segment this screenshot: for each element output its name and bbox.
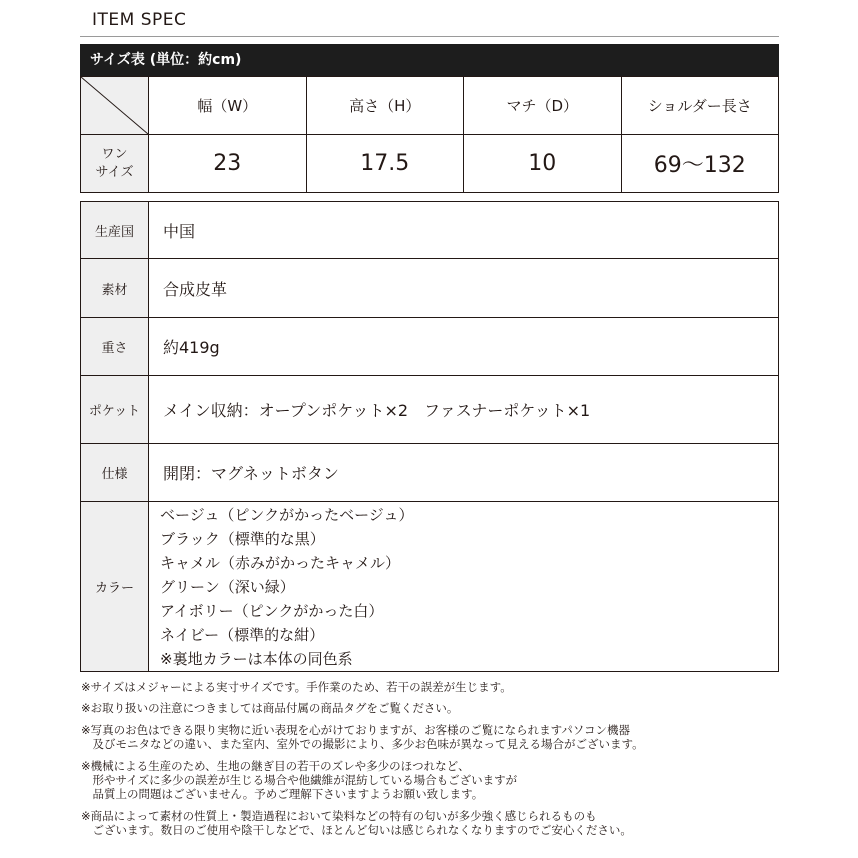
spec-label-spec: 仕様	[81, 444, 149, 502]
color-item: アイボリー（ピンクがかった白）	[160, 601, 384, 620]
diagonal-corner-cell	[81, 77, 149, 135]
spec-label-pocket: ポケット	[81, 376, 149, 444]
color-item: ベージュ（ピンクがかったベージュ）	[160, 505, 414, 524]
color-item: ネイビー（標準的な紺）	[160, 625, 325, 644]
spec-value-country: 中国	[149, 202, 779, 259]
color-lining-note: ※裏地カラーは本体の同色系	[160, 649, 353, 668]
size-table-header-row	[81, 77, 779, 135]
spec-value-weight: 約419g	[149, 318, 779, 376]
size-table-header: サイズ表 (単位：約cm)	[80, 44, 779, 76]
value-shoulder-length: 69〜132	[621, 135, 779, 193]
spec-row-weight	[81, 318, 779, 376]
spec-value-material: 合成皮革	[149, 259, 779, 318]
color-item: ブラック（標準的な黒）	[160, 529, 325, 548]
note-machine-production: ※機械による生産のため、生地の継ぎ目の若干のズレや多少のほつれなど、 形やサイズに多少の誤差が生じる場合や他繊維が混紡している場合もございますが 品質上の問題はございません。予めご理解下さいますようお願い致します。	[81, 759, 518, 801]
note-odor: ※商品によって素材の性質上・製造過程において染料などの特有の匂いが多少強く感じられるものも ございます。数日のご使用や陰干しなどで、ほとんど匂いは感じられなくなりますのでご安心ください。	[81, 809, 632, 837]
spec-row-pocket	[81, 376, 779, 444]
notes-section	[81, 680, 781, 845]
spec-row-colors	[81, 502, 779, 672]
column-depth: マチ（D）	[464, 77, 622, 135]
column-height: 高さ（H）	[306, 77, 464, 135]
column-shoulder-length: ショルダー長さ	[621, 77, 779, 135]
value-depth: 10	[464, 135, 622, 193]
row-label-line2: サイズ	[95, 164, 134, 180]
row-label-one-size	[81, 135, 149, 193]
spec-value-colors	[149, 502, 779, 672]
page-title: ITEM SPEC	[92, 10, 187, 30]
title-divider	[80, 36, 779, 37]
spec-row-spec	[81, 444, 779, 502]
spec-value-spec: 開閉：マグネットボタン	[149, 444, 779, 502]
size-table-value-row	[81, 135, 779, 193]
color-item: キャメル（赤みがかったキャメル）	[160, 553, 401, 572]
note-photo-color: ※写真のお色はできる限り実物に近い表現を心がけておりますが、お客様のご覧になられますパソコン機器 及びモニタなどの違い、また室内、室外での撮影により、多少お色味が異なって見える場合がございます。	[81, 723, 644, 751]
value-height: 17.5	[306, 135, 464, 193]
spec-label-weight: 重さ	[81, 318, 149, 376]
note-handling: ※お取り扱いの注意につきましては商品付属の商品タグをご覧ください。	[81, 701, 459, 715]
spec-table	[80, 201, 779, 672]
spec-row-country	[81, 202, 779, 259]
spec-label-colors: カラー	[81, 502, 149, 672]
spec-label-country: 生産国	[81, 202, 149, 259]
value-width: 23	[149, 135, 307, 193]
spec-label-material: 素材	[81, 259, 149, 318]
spec-value-pocket: メイン収納：オープンポケット×2 ファスナーポケット×1	[149, 376, 779, 444]
diagonal-line-icon	[81, 77, 148, 134]
row-label-line1: ワン	[101, 146, 128, 162]
color-item: グリーン（深い緑）	[160, 577, 295, 596]
size-table	[80, 76, 779, 193]
spec-row-material	[81, 259, 779, 318]
column-width: 幅（W）	[149, 77, 307, 135]
note-size-measurement: ※サイズはメジャーによる実寸サイズです。手作業のため、若干の誤差が生じます。	[81, 680, 512, 694]
